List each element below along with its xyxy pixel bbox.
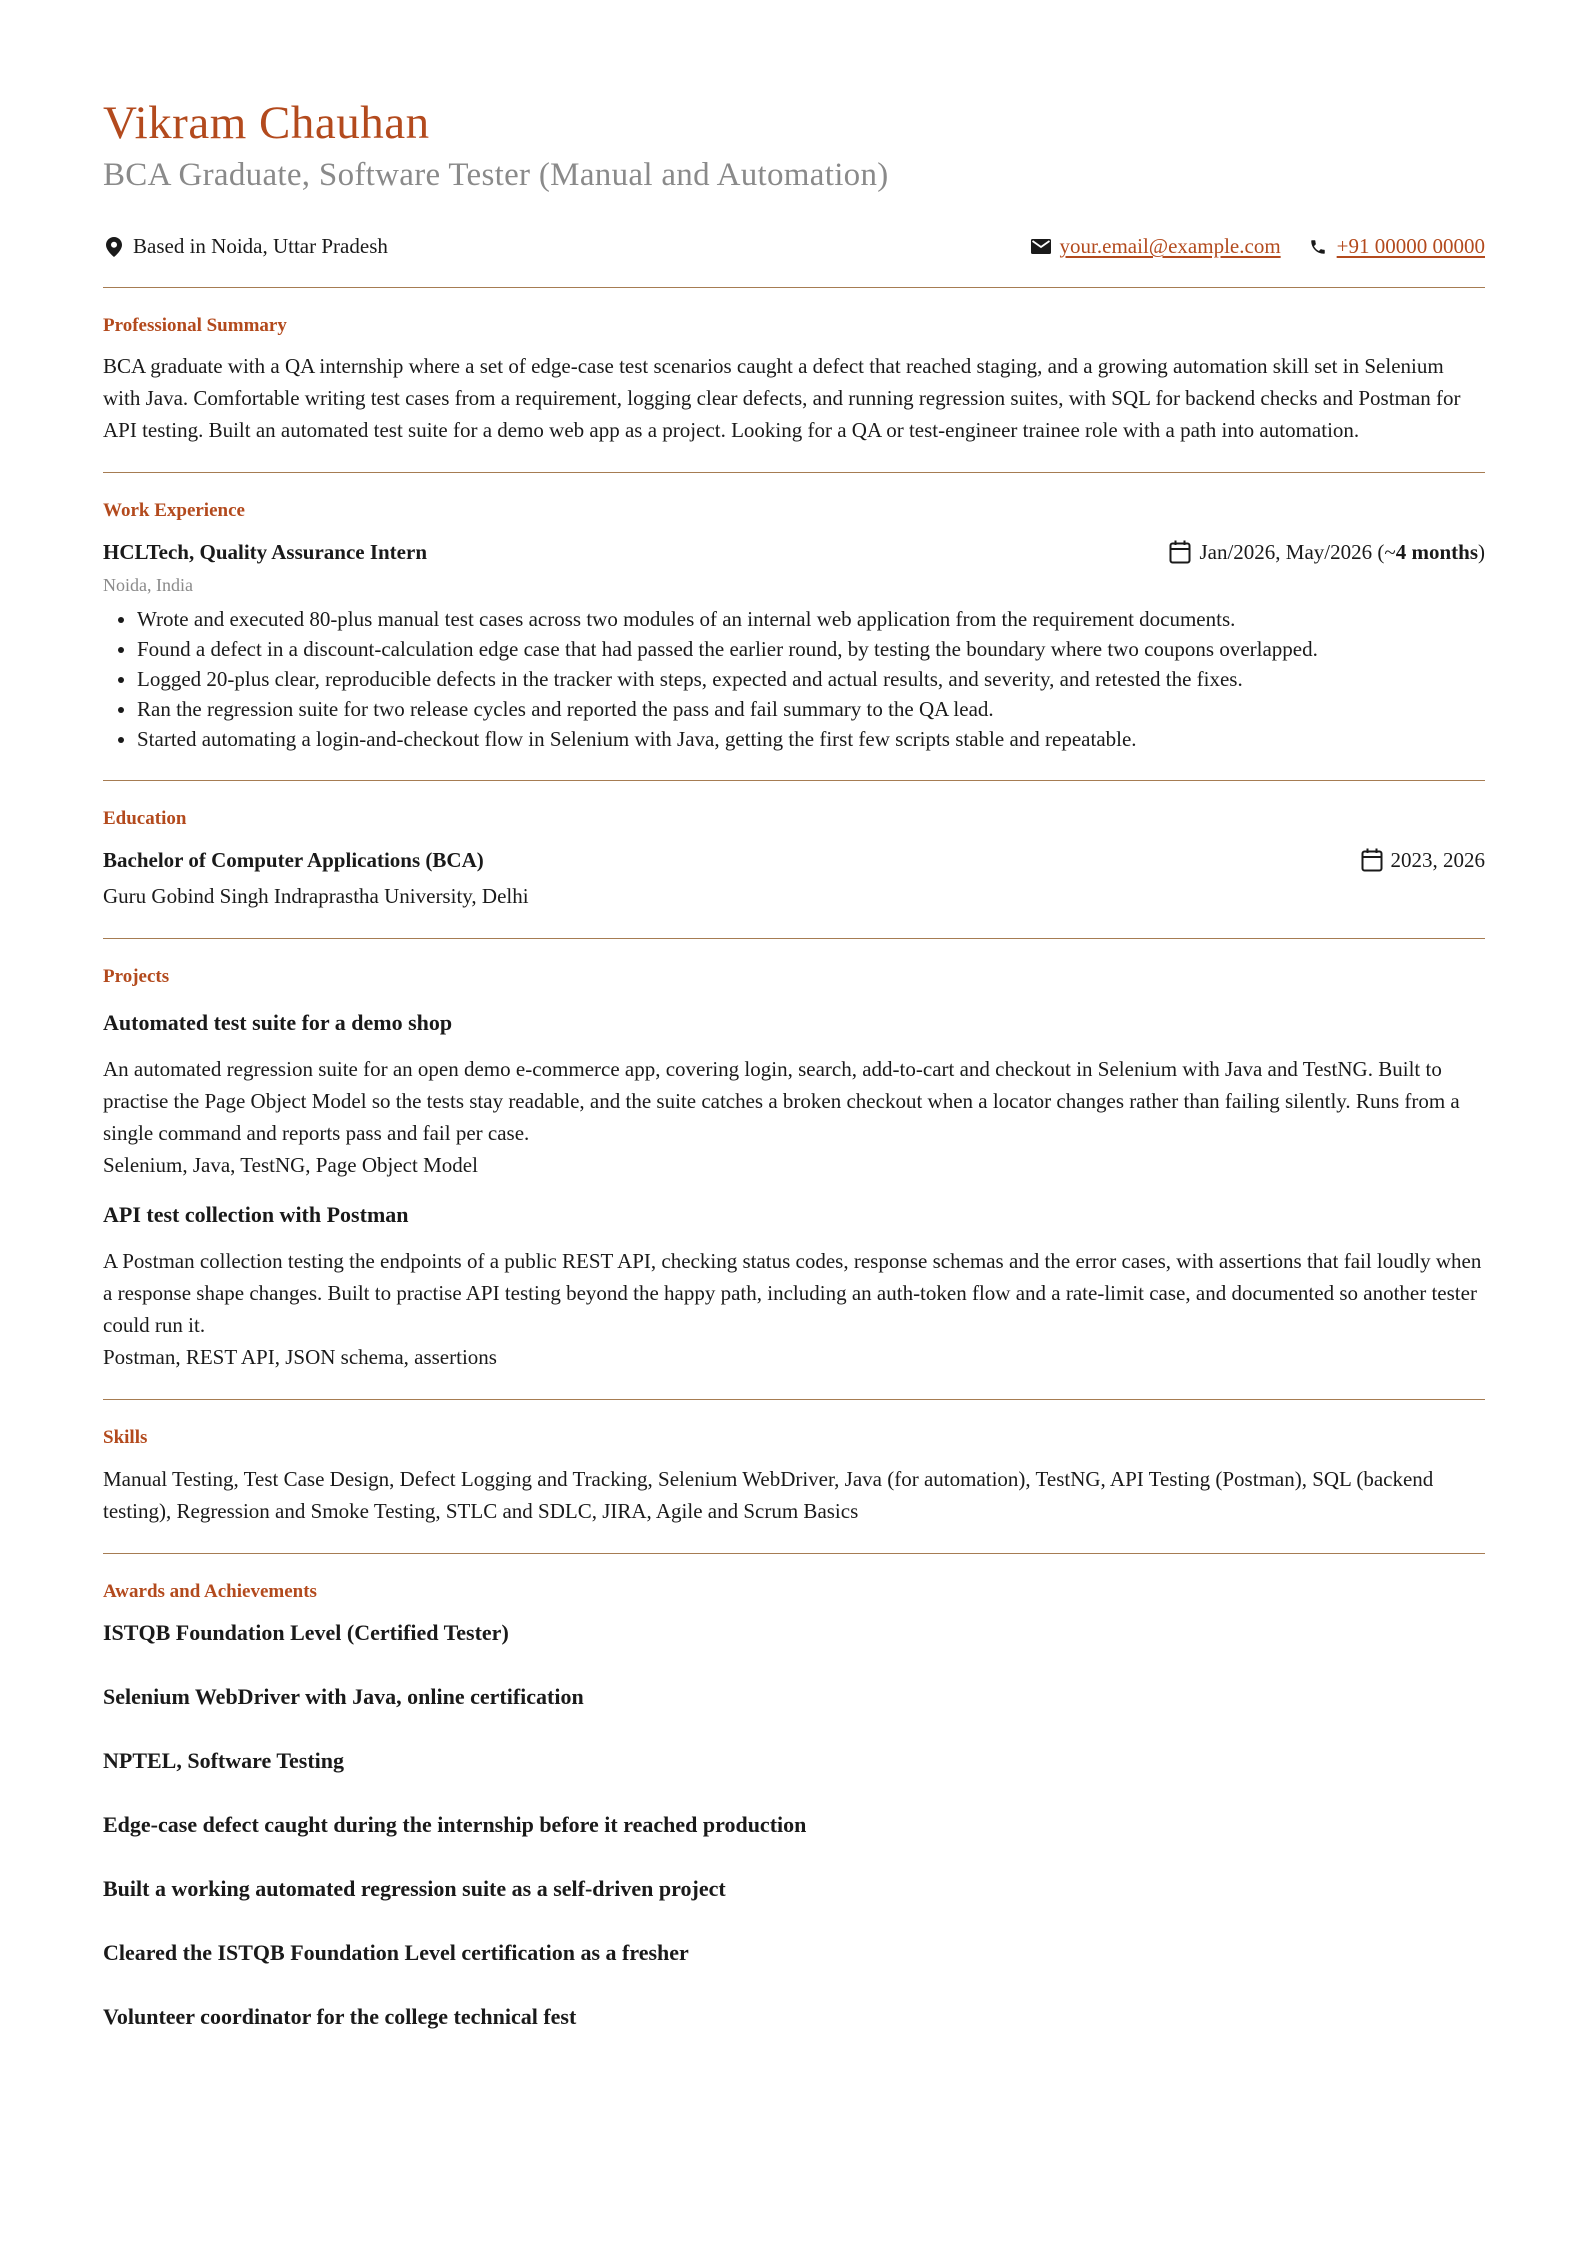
map-pin-icon — [103, 236, 125, 258]
project-description: A Postman collection testing the endpoints of a public REST API, checking status codes, response schemas and the error cases, with assertions that fail loudly when a response shape changes. Built to practise API testing beyond the happy path, including an auth-token flow and a rate-limit case, and documented so another tester could run it. — [103, 1249, 1482, 1338]
list-item: • Started automating a login-and-checkout flow in Selenium with Java, getting the first few scripts stable and repeatable. — [137, 724, 1485, 754]
calendar-icon — [1167, 539, 1193, 565]
degree-name: Bachelor of Computer Applications (BCA) — [103, 847, 484, 872]
project-title: Automated test suite for a demo shop — [103, 1010, 453, 1036]
envelope-icon — [1030, 236, 1052, 258]
project-tech: Postman, REST API, JSON schema, assertions — [103, 1345, 497, 1370]
project-title: API test collection with Postman — [103, 1202, 409, 1228]
list-item: • Ran the regression suite for two release cycles and reported the pass and fail summary to the QA lead. — [137, 694, 1485, 724]
role-name: Quality Assurance Intern — [199, 540, 427, 565]
skills-title: Skills — [103, 1427, 148, 1449]
list-item: • Found a defect in a discount-calculation edge case that had passed the earlier round, by testing the boundary where two coupons overlapped. — [137, 634, 1485, 664]
education-entry-header — [103, 844, 1485, 876]
skills-text: Manual Testing, Test Case Design, Defect Logging and Tracking, Selenium WebDriver, Java (for automation), TestNG, API Testing (Postman), SQL (backend testing), Regression and Smoke Testing, STLC and SDLC, JIRA, Agile and Scrum Basics — [103, 1467, 1434, 1524]
email-item — [1030, 234, 1281, 259]
summary-text: BCA graduate with a QA internship where a set of edge-case test scenarios caught a defect that reached staging, and a growing automation skill set in Selenium with Java. Comfortable writing test cases from a requirement, logging clear defects, and running regression suites, with SQL for backend checks and Postman for API testing. Built an automated test suite for a demo web app as a project. Looking for a QA or test-engineer trainee role with a path into automation. — [103, 354, 1461, 443]
phone-icon — [1307, 236, 1329, 258]
award-item: ISTQB Foundation Level (Certified Tester) — [103, 1619, 509, 1645]
experience-title: Work Experience — [103, 500, 245, 522]
project-item — [103, 1199, 1485, 1373]
awards-list — [103, 1617, 1485, 2033]
location-text: Based in Noida, Uttar Pradesh — [133, 234, 388, 259]
experience-entry-header — [103, 536, 1485, 568]
calendar-icon — [1359, 847, 1385, 873]
date-range: Jan/2026, May/2026 (~ — [1199, 540, 1396, 565]
title-separator: , — [188, 540, 200, 565]
company-name: HCLTech — [103, 540, 189, 565]
location-item — [103, 234, 388, 259]
summary-section — [103, 288, 1485, 473]
projects-section — [103, 939, 1485, 1400]
award-item: Built a working automated regression suite as a self-driven project — [103, 1875, 726, 1901]
phone-link[interactable]: +91 00000 00000 — [1336, 234, 1485, 259]
education-date-range: 2023, 2026 — [1390, 847, 1485, 872]
experience-section — [103, 473, 1485, 780]
awards-title: Awards and Achievements — [103, 1581, 317, 1603]
education-section — [103, 781, 1485, 938]
contact-right — [1030, 234, 1485, 259]
education-title: Education — [103, 808, 187, 830]
date-close: ) — [1478, 540, 1485, 565]
email-link[interactable]: your.email@example.com — [1059, 234, 1281, 259]
awards-section — [103, 1554, 1485, 2091]
list-item: • Wrote and executed 80-plus manual test cases across two modules of an internal web application from the requirement documents. — [137, 604, 1485, 634]
summary-title: Professional Summary — [103, 314, 287, 336]
award-item: Edge-case defect caught during the internship before it reached production — [103, 1811, 807, 1837]
award-item: NPTEL, Software Testing — [103, 1747, 345, 1773]
experience-location: Noida, India — [103, 575, 193, 596]
experience-entry-title — [103, 536, 427, 568]
project-item — [103, 1007, 1485, 1181]
award-item: Selenium WebDriver with Java, online certification — [103, 1683, 584, 1709]
project-description: An automated regression suite for an open demo e-commerce app, covering login, search, add-to-cart and checkout in Selenium with Java and TestNG. Built to practise the Page Object Model so the tests stay readable, and the suite catches a broken checkout when a locator changes rather than failing silently. Runs from a single command and reports pass and fail per case. — [103, 1057, 1460, 1146]
education-dates — [1359, 844, 1486, 876]
duration: 4 months — [1395, 540, 1478, 565]
experience-dates — [1167, 536, 1485, 568]
contact-left — [103, 234, 388, 259]
contact-row — [103, 232, 1485, 262]
award-item: Cleared the ISTQB Foundation Level certification as a fresher — [103, 1939, 689, 1965]
award-item: Volunteer coordinator for the college technical fest — [103, 2003, 577, 2029]
list-item: • Logged 20-plus clear, reproducible defects in the tracker with steps, expected and actual results, and severity, and retested the fixes. — [137, 664, 1485, 694]
institution-name: Guru Gobind Singh Indraprastha University, Delhi — [103, 883, 529, 908]
skills-section — [103, 1400, 1485, 1553]
candidate-name: Vikram Chauhan — [103, 97, 430, 149]
phone-item — [1307, 234, 1485, 259]
project-tech: Selenium, Java, TestNG, Page Object Model — [103, 1153, 478, 1178]
experience-bullets — [103, 604, 1485, 754]
candidate-headline: BCA Graduate, Software Tester (Manual and Automation) — [103, 157, 889, 194]
projects-title: Projects — [103, 965, 170, 987]
